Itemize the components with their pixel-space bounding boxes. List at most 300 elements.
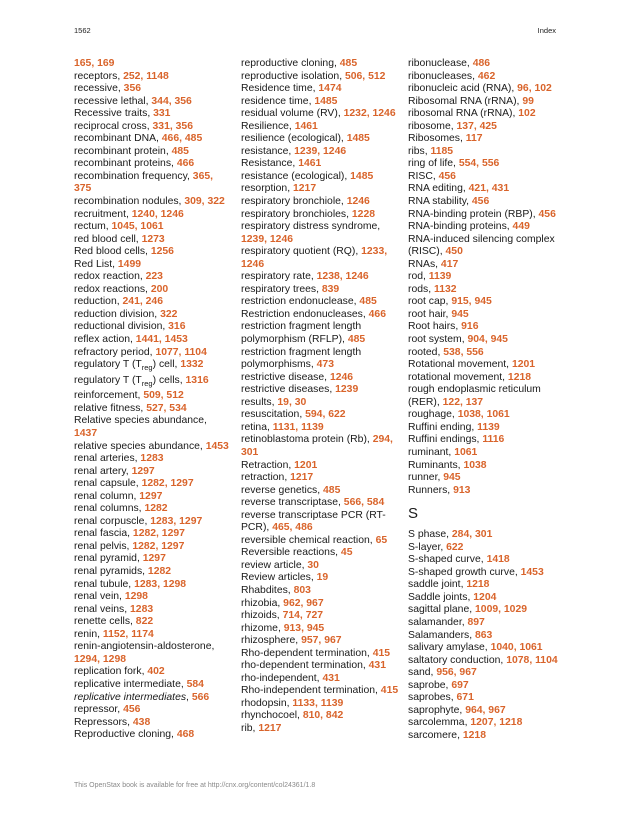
page-references-link[interactable]: 1283 xyxy=(130,603,154,615)
page-references-link[interactable]: 566, 584 xyxy=(343,497,385,509)
index-term: rho-dependent termination, xyxy=(241,660,369,672)
index-term: sarcolemma, xyxy=(408,717,471,729)
index-entry xyxy=(241,585,399,598)
page-references-link[interactable]: 331 xyxy=(153,108,171,120)
page-references-link[interactable]: 1485 xyxy=(346,133,370,145)
page-references-link[interactable]: 1485 xyxy=(314,95,338,107)
page-references-link[interactable]: 417 xyxy=(440,258,459,270)
index-entry xyxy=(408,146,558,159)
page-references-link[interactable]: 913, 945 xyxy=(283,622,325,634)
index-entry xyxy=(241,572,399,585)
index-term: resorption, xyxy=(241,183,293,195)
page-references-link[interactable]: 309, 322 xyxy=(184,196,225,208)
index-entry xyxy=(408,234,558,259)
page-references-link[interactable]: 468 xyxy=(176,729,195,741)
index-term: renal corpuscle, xyxy=(74,515,151,527)
index-term: Restriction endonucleases, xyxy=(241,308,369,320)
index-term: Rho-dependent termination, xyxy=(241,647,373,659)
section-letter: S xyxy=(408,505,419,523)
index-term: sagittal plane, xyxy=(408,604,476,616)
page-references-link[interactable]: 165, 169 xyxy=(74,58,115,69)
index-term: renal capsule, xyxy=(74,478,142,490)
page-references-link[interactable]: 916 xyxy=(461,321,479,333)
page-references-link[interactable]: 1283, 1297 xyxy=(150,515,203,527)
index-term: retraction, xyxy=(241,472,291,484)
index-entry xyxy=(408,409,558,422)
page-references-link[interactable]: 462 xyxy=(477,70,496,82)
index-term: reinforcement, xyxy=(74,390,144,402)
index-entry xyxy=(74,629,232,642)
index-term: renin-angiotensin-aldosterone, xyxy=(74,641,215,653)
index-term: redox reactions, xyxy=(74,283,151,295)
index-entry xyxy=(241,171,399,184)
index-term: renal columns, xyxy=(74,503,145,515)
index-entry xyxy=(74,158,232,171)
index-term: reverse transcriptase, xyxy=(241,497,344,509)
page-references-link[interactable]: 904, 945 xyxy=(467,334,508,346)
index-entry xyxy=(241,510,399,535)
page-references-link[interactable]: 1217 xyxy=(290,472,314,484)
page-references-link[interactable]: 897 xyxy=(467,616,485,628)
index-term: Repressors, xyxy=(74,716,133,728)
page-references-link[interactable]: 137, 425 xyxy=(456,120,497,132)
page-references-link[interactable]: 485 xyxy=(339,58,358,69)
index-entry xyxy=(408,296,558,309)
index-entry xyxy=(241,183,399,196)
page-references-link[interactable]: 945 xyxy=(443,472,461,484)
index-term: rhodopsin, xyxy=(241,697,293,709)
index-term: relative fitness, xyxy=(74,402,147,414)
index-column-2 xyxy=(241,58,399,736)
page-references-link[interactable]: 1282, 1297 xyxy=(132,540,185,552)
page-references-link[interactable]: 1256 xyxy=(150,246,174,258)
index-term: reversible chemical reaction, xyxy=(241,534,376,546)
index-term: resuscitation, xyxy=(241,409,306,421)
page-references-link[interactable]: 19 xyxy=(316,572,329,584)
page-references-link[interactable]: 538, 556 xyxy=(443,346,484,358)
index-term: Ribosomes, xyxy=(408,133,466,145)
index-entry xyxy=(241,221,399,246)
index-entry xyxy=(241,384,399,397)
index-entry xyxy=(74,296,232,309)
index-term: resistance, xyxy=(241,145,295,157)
index-entry xyxy=(74,347,232,360)
page-references-link[interactable]: 1332 xyxy=(180,359,204,371)
page-references-link[interactable]: 1282, 1297 xyxy=(141,478,194,490)
index-entry xyxy=(408,642,558,655)
page-references-link[interactable]: 594, 622 xyxy=(305,409,346,421)
index-entry xyxy=(408,321,558,334)
page-references-link[interactable]: 466 xyxy=(176,158,195,170)
page-references-link[interactable]: 450 xyxy=(445,246,463,258)
page-references-link[interactable]: 554, 556 xyxy=(458,158,500,170)
index-entry xyxy=(408,485,558,498)
page-references-link[interactable]: 1204 xyxy=(473,591,497,603)
page-references-link[interactable]: 1038 xyxy=(463,459,487,471)
index-entry xyxy=(408,705,558,718)
page-references-link[interactable]: 1298 xyxy=(124,591,148,603)
index-term: rhizobia, xyxy=(241,597,284,609)
page-references-link[interactable]: 1461 xyxy=(298,158,322,170)
index-entry xyxy=(241,296,399,309)
index-entry xyxy=(408,472,558,485)
page-references-link[interactable]: 957, 967 xyxy=(301,635,342,647)
index-term: Rho-independent termination, xyxy=(241,685,381,697)
page-references-link[interactable]: 566 xyxy=(191,691,210,703)
index-term: ruminant, xyxy=(408,446,455,458)
index-term: Review articles, xyxy=(241,572,317,584)
index-term: repressor, xyxy=(74,704,124,716)
page-references-link[interactable]: 1131, 1139 xyxy=(272,421,324,433)
page-references-link[interactable]: 65 xyxy=(375,534,388,546)
index-entry xyxy=(408,158,558,171)
page-references-link[interactable]: 527, 534 xyxy=(146,402,187,414)
page-references-link[interactable]: 473 xyxy=(316,359,334,371)
index-term: resistance (ecological), xyxy=(241,170,351,182)
index-entry xyxy=(408,196,558,209)
page-references-link[interactable]: 1282 xyxy=(147,566,172,578)
index-entry xyxy=(241,96,399,109)
index-entry xyxy=(241,133,399,146)
page-references-link[interactable]: 1461 xyxy=(294,120,318,132)
page-references-link[interactable]: 1038, 1061 xyxy=(457,409,510,421)
page-references-link[interactable]: 1453 xyxy=(205,440,229,452)
page-references-link[interactable]: 456 xyxy=(471,196,490,208)
index-term: rho-independent, xyxy=(241,672,323,684)
page-references-link[interactable]: 1061 xyxy=(454,446,478,458)
index-term: reverse transcriptase PCR (RT-PCR), xyxy=(241,509,386,534)
page-references-link[interactable]: 456 xyxy=(123,704,141,716)
index-entry xyxy=(408,604,558,617)
page-references-link[interactable]: 421, 431 xyxy=(468,183,510,195)
index-entry xyxy=(74,246,232,259)
page-references-link[interactable]: 96, 102 xyxy=(517,83,552,95)
page-references-link[interactable]: 122, 137 xyxy=(442,396,484,408)
index-term: Root hairs, xyxy=(408,321,462,333)
index-entry xyxy=(74,271,232,284)
page-references-link[interactable]: 956, 967 xyxy=(436,667,477,679)
index-entry xyxy=(241,710,399,723)
page-references-link[interactable]: 1040, 1061 xyxy=(490,642,543,654)
index-term: renal veins, xyxy=(74,603,131,615)
page-references-link[interactable]: 1239 xyxy=(335,384,359,396)
page-references-link[interactable]: 1283 xyxy=(140,453,164,465)
index-term: recombinant proteins, xyxy=(74,158,177,170)
page-references-link[interactable]: 697 xyxy=(451,679,469,691)
index-term: S-shaped growth curve, xyxy=(408,566,521,578)
index-entry xyxy=(408,630,558,643)
index-term: reciprocal cross, xyxy=(74,120,153,132)
index-entry xyxy=(74,321,232,334)
page-references-link[interactable]: 822 xyxy=(135,616,154,628)
page-references-link[interactable]: 1246 xyxy=(346,196,370,208)
page-references-link[interactable]: 1485 xyxy=(350,170,374,182)
index-entry xyxy=(74,171,232,196)
page-references-link[interactable]: 1218 xyxy=(507,371,532,383)
footer-note: This OpenStax book is available for free at http://cnx.org/content/col24361/1.8 xyxy=(74,782,316,789)
index-term: ribs, xyxy=(408,145,431,157)
index-entry xyxy=(241,535,399,548)
index-entry xyxy=(74,209,232,222)
page-references-link[interactable]: 964, 967 xyxy=(465,704,506,716)
index-entry xyxy=(74,717,232,730)
page-references-link[interactable]: 402 xyxy=(147,666,165,678)
page-references-link[interactable]: 415 xyxy=(372,647,391,659)
index-term: Relative species abundance, xyxy=(74,415,207,427)
page-references-link[interactable]: 431 xyxy=(322,672,340,684)
index-entry xyxy=(74,641,232,666)
index-term-suffix: ) cells, xyxy=(152,374,186,386)
page-references-link[interactable]: 1297 xyxy=(131,465,155,477)
index-entry xyxy=(74,666,232,679)
page-references-link[interactable]: 294, 301 xyxy=(241,434,393,458)
page-references-link[interactable]: 1297 xyxy=(142,553,166,565)
page-references-link[interactable]: 1240, 1246 xyxy=(131,208,184,220)
index-entry xyxy=(241,158,399,171)
index-term: restrictive diseases, xyxy=(241,384,336,396)
page-references-link[interactable]: 1441, 1453 xyxy=(135,334,188,346)
index-entry xyxy=(74,579,232,592)
index-term: Rotational movement, xyxy=(408,359,512,371)
index-entry xyxy=(241,372,399,385)
page-references-link[interactable]: 415 xyxy=(380,685,399,697)
index-entry xyxy=(408,529,558,542)
index-term: resilience (ecological), xyxy=(241,133,347,145)
page-references-link[interactable]: 915, 945 xyxy=(451,296,492,308)
page-references-link[interactable]: 117 xyxy=(465,133,483,145)
page-references-link[interactable]: 356 xyxy=(123,83,142,95)
page-references-link[interactable]: 1418 xyxy=(486,554,510,566)
index-entry xyxy=(241,284,399,297)
page-references-link[interactable]: 1474 xyxy=(318,83,342,95)
page-references-link[interactable]: 1283, 1298 xyxy=(134,578,187,590)
index-entry xyxy=(74,390,232,403)
page-references-link[interactable]: 1297 xyxy=(139,490,163,502)
index-entry xyxy=(241,271,399,284)
page-references-link[interactable]: 252, 1148 xyxy=(123,70,169,82)
index-entry xyxy=(74,58,232,71)
page-references-link[interactable]: 1139 xyxy=(477,421,500,433)
index-entry xyxy=(74,83,232,96)
page-references-link[interactable]: 1201 xyxy=(294,459,318,471)
page-references-link[interactable]: 1185 xyxy=(430,145,454,157)
index-term: retina, xyxy=(241,421,273,433)
index-entry xyxy=(241,196,399,209)
page-references-link[interactable]: 365, 375 xyxy=(74,170,214,195)
page-references-link[interactable]: 1207, 1218 xyxy=(470,717,523,729)
index-term: rotational movement, xyxy=(408,371,508,383)
page-references-link[interactable]: 1218 xyxy=(462,729,486,741)
page-references-link[interactable]: 810, 842 xyxy=(302,710,344,722)
page-references-link[interactable]: 1246 xyxy=(329,371,354,383)
index-term: reverse genetics, xyxy=(241,484,324,496)
page-references-link[interactable]: 1233, 1246 xyxy=(241,246,388,270)
page-references-link[interactable]: 584 xyxy=(186,678,204,690)
page-references-link[interactable]: 1132 xyxy=(434,283,457,295)
page-references-link[interactable]: 1239, 1246 xyxy=(294,145,347,157)
term-subscript: reg xyxy=(141,378,153,388)
index-entry xyxy=(408,579,558,592)
page-references-link[interactable]: 1228 xyxy=(351,208,376,220)
page-references-link[interactable]: 1282 xyxy=(144,503,168,515)
index-term: Ribosomal RNA (rRNA), xyxy=(408,95,523,107)
page-references-link[interactable]: 1218 xyxy=(466,579,490,591)
page-references-link[interactable]: 1077, 1104 xyxy=(155,346,207,358)
index-entry xyxy=(241,460,399,473)
page-references-link[interactable]: 438 xyxy=(132,716,151,728)
index-entry xyxy=(408,347,558,360)
page-references-link[interactable]: 803 xyxy=(293,584,311,596)
page-references-link[interactable]: 863 xyxy=(475,629,493,641)
page-references-link[interactable]: 1045, 1061 xyxy=(111,221,164,233)
page-references-link[interactable]: 331, 356 xyxy=(152,120,193,132)
index-term: restriction endonuclease, xyxy=(241,296,360,308)
page-references-link[interactable]: 316 xyxy=(168,321,186,333)
index-entry xyxy=(74,679,232,692)
page-references-link[interactable]: 485 xyxy=(347,334,366,346)
index-entry xyxy=(74,259,232,272)
index-term: redox reaction, xyxy=(74,271,146,283)
page-references-link[interactable]: 241, 246 xyxy=(122,296,163,308)
page-references-link[interactable]: 1282, 1297 xyxy=(132,528,185,540)
index-term: renal artery, xyxy=(74,465,132,477)
index-entry xyxy=(408,133,558,146)
page-references-link[interactable]: 465, 486 xyxy=(272,522,313,534)
index-entry xyxy=(408,447,558,460)
index-term: renette cells, xyxy=(74,616,136,628)
index-entry xyxy=(241,58,399,71)
page-references-link[interactable]: 714, 727 xyxy=(282,610,324,622)
page-references-link[interactable]: 284, 301 xyxy=(451,529,493,541)
page-references-link[interactable]: 200 xyxy=(150,283,169,295)
page-references-link[interactable]: 99 xyxy=(522,95,534,107)
page-references-link[interactable]: 509, 512 xyxy=(143,390,184,402)
index-term: RNA-binding proteins, xyxy=(408,221,513,233)
index-entry xyxy=(241,497,399,510)
page-references-link[interactable]: 945 xyxy=(451,308,469,320)
page-references-link[interactable]: 30 xyxy=(307,559,319,571)
page-references-link[interactable]: 1437 xyxy=(74,428,98,440)
page-references-link[interactable]: 485 xyxy=(359,296,377,308)
page-references-link[interactable]: 1217 xyxy=(292,183,317,195)
page-references-link[interactable]: 1239, 1246 xyxy=(241,233,294,245)
index-term: replicative intermediates xyxy=(74,691,187,703)
index-entry xyxy=(74,591,232,604)
page-references-link[interactable]: 1232, 1246 xyxy=(343,108,396,120)
index-term: restrictive disease, xyxy=(241,371,330,383)
page-references-link[interactable]: 1116 xyxy=(482,434,505,446)
page-references-link[interactable]: 1294, 1298 xyxy=(74,653,127,665)
index-entry xyxy=(74,516,232,529)
page-references-link[interactable]: 223 xyxy=(145,271,163,283)
page-references-link[interactable]: 913 xyxy=(453,484,471,496)
index-term: rods, xyxy=(408,283,434,295)
index-term: Saddle joints, xyxy=(408,591,474,603)
index-entry xyxy=(241,660,399,673)
page-references-link[interactable]: 466 xyxy=(368,308,386,320)
index-term: recessive, xyxy=(74,83,124,95)
page-references-link[interactable]: 449 xyxy=(512,221,530,233)
page-references-link[interactable]: 102 xyxy=(518,108,536,120)
page-references-link[interactable]: 19, 30 xyxy=(277,396,307,408)
page-references-link[interactable]: 1499 xyxy=(117,258,142,270)
page-references-link[interactable]: 1316 xyxy=(185,374,209,386)
page-references-link[interactable]: 485 xyxy=(323,484,341,496)
index-term: renal vein, xyxy=(74,591,125,603)
page-references-link[interactable]: 45 xyxy=(340,547,353,559)
index-entry xyxy=(408,384,558,409)
page-references-link[interactable]: 1238, 1246 xyxy=(316,271,369,283)
index-term: ribonucleic acid (RNA), xyxy=(408,83,518,95)
page-references-link[interactable]: 322 xyxy=(160,308,178,320)
page-references-link[interactable]: 486 xyxy=(472,58,491,69)
page-references-link[interactable]: 1078, 1104 xyxy=(506,654,558,666)
index-entry xyxy=(74,729,232,742)
index-term: residual volume (RV), xyxy=(241,108,344,120)
index-term: rhizoids, xyxy=(241,610,283,622)
index-entry xyxy=(241,648,399,661)
page-references-link[interactable]: 1139 xyxy=(428,271,452,283)
index-term: rib, xyxy=(241,722,259,734)
index-entry xyxy=(241,598,399,611)
index-term: reductional division, xyxy=(74,321,169,333)
page-references-link[interactable]: 622 xyxy=(446,541,464,553)
index-entry xyxy=(74,692,232,705)
page-references-link[interactable]: 1009, 1029 xyxy=(475,604,528,616)
index-entry xyxy=(241,121,399,134)
index-entry xyxy=(408,542,558,555)
index-entry xyxy=(241,560,399,573)
index-term: replicative intermediate, xyxy=(74,678,187,690)
page-references-link[interactable]: 671 xyxy=(456,692,474,704)
index-entry xyxy=(408,730,558,743)
page-references-link[interactable]: 344, 356 xyxy=(151,95,192,107)
index-term: red blood cell, xyxy=(74,233,142,245)
page-references-link[interactable]: 1217 xyxy=(258,722,282,734)
index-entry xyxy=(241,397,399,410)
index-term: results, xyxy=(241,396,278,408)
index-term: saddle joint, xyxy=(408,579,467,591)
index-term: recombination frequency, xyxy=(74,170,193,182)
index-term: renal pelvis, xyxy=(74,540,133,552)
page-references-link[interactable]: 1273 xyxy=(141,233,165,245)
index-entry xyxy=(74,541,232,554)
page-references-link[interactable]: 456 xyxy=(438,170,456,182)
index-term: renal pyramid, xyxy=(74,553,143,565)
page-references-link[interactable]: 962, 967 xyxy=(283,597,324,609)
page-references-link[interactable]: 1133, 1139 xyxy=(292,697,344,709)
index-entry xyxy=(241,347,399,372)
index-entry xyxy=(408,108,558,121)
page-references-link[interactable]: 1201 xyxy=(511,359,536,371)
page-references-link[interactable]: 466, 485 xyxy=(161,133,203,145)
page-references-link[interactable]: 1152, 1174 xyxy=(102,628,154,640)
index-term: rhizome, xyxy=(241,622,284,634)
index-term: RNAs, xyxy=(408,258,441,270)
page-references-link[interactable]: 456 xyxy=(538,208,556,220)
page-references-link[interactable]: 506, 512 xyxy=(344,70,386,82)
index-term: Runners, xyxy=(408,484,454,496)
index-entry xyxy=(408,717,558,730)
page-references-link[interactable]: 839 xyxy=(321,283,340,295)
index-term: renal column, xyxy=(74,490,140,502)
page-references-link[interactable]: 485 xyxy=(171,145,189,157)
index-term: refractory period, xyxy=(74,346,156,358)
index-term: saprobes, xyxy=(408,692,457,704)
page-references-link[interactable]: 1453 xyxy=(520,566,544,578)
page-references-link[interactable]: 431 xyxy=(368,660,386,672)
index-entry xyxy=(408,692,558,705)
